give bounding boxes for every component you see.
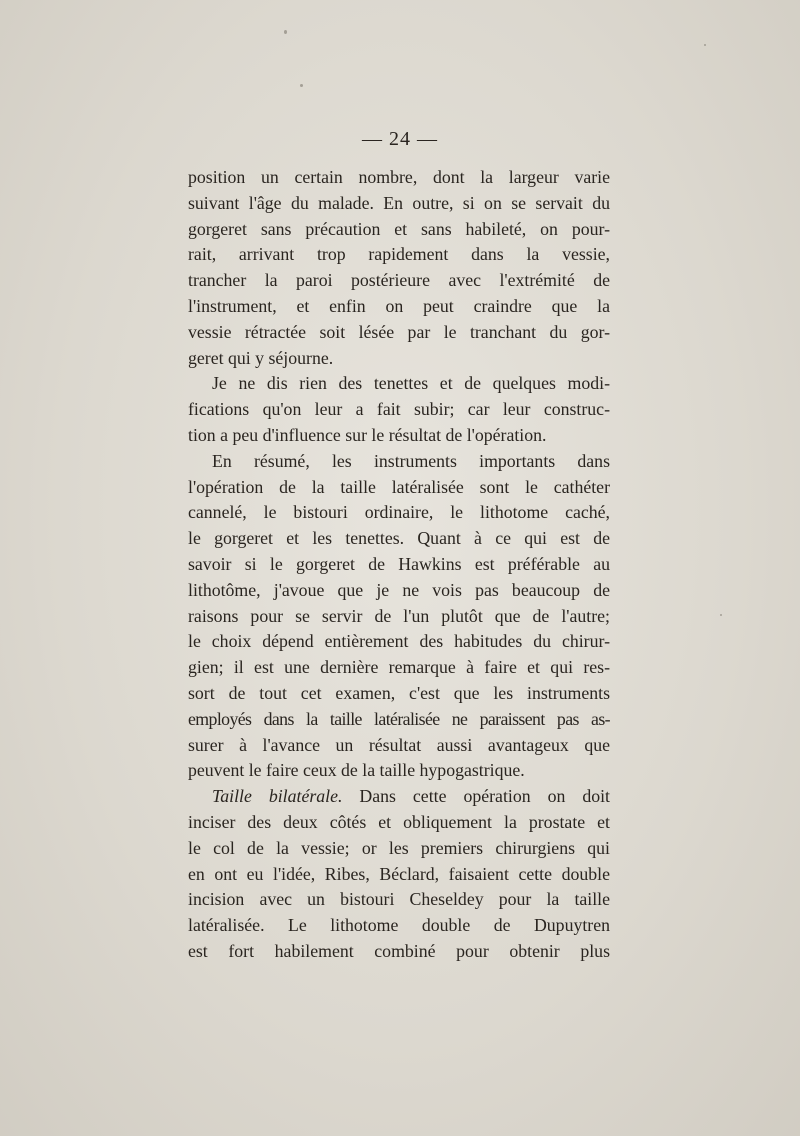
text-line: en ont eu l'idée, Ribes, Béclard, faisaient cette double [188, 863, 610, 884]
text-line: l'instrument, et enfin on peut craindre que la [188, 295, 610, 316]
paragraph-2 [188, 371, 610, 448]
text-line: l'opération de la taille latéralisée sont le cathéter [188, 476, 610, 497]
text-line: incision avec un bistouri Cheseldey pour la taille [188, 889, 610, 910]
page-number: — 24 — [362, 128, 438, 150]
text-line: le choix dépend entièrement des habitudes du chirur- [188, 631, 610, 652]
paper-speck [300, 84, 303, 87]
text-line: inciser des deux côtés et obliquement la prostate et [188, 811, 610, 832]
text-line: raisons pour se servir de l'un plutôt que de l'autre; [188, 605, 610, 626]
text-line: fications qu'on leur a fait subir; car leur construc- [188, 399, 610, 420]
text-line: geret qui y séjourne. [188, 347, 334, 368]
text-line: est fort habilement combiné pour obtenir plus [188, 940, 610, 961]
text-line: savoir si le gorgeret de Hawkins est préférable au [188, 553, 610, 574]
text-line: peuvent le faire ceux de la taille hypogastrique. [188, 760, 525, 781]
text-line: gorgeret sans précaution et sans habileté, on pour- [188, 218, 610, 239]
text-line: tion a peu d'influence sur le résultat de l'opération. [188, 424, 547, 445]
section-heading: Taille bilatérale. [212, 786, 343, 807]
text-line: le gorgeret et les tenettes. Quant à ce qui est de [188, 528, 610, 549]
paragraph-4 [188, 784, 610, 965]
text-line: rait, arrivant trop rapidement dans la vessie, [188, 244, 610, 265]
paper-speck [284, 30, 287, 34]
text-line: En résumé, les instruments importants dans [212, 450, 610, 471]
paper-speck [704, 44, 706, 46]
text-line: vessie rétractée soit lésée par le tranchant du gor- [188, 321, 610, 342]
text-line: le col de la vessie; or les premiers chirurgiens qui [188, 837, 610, 858]
text-line: trancher la paroi postérieure avec l'extrémité de [188, 270, 610, 291]
text-line: sort de tout cet examen, c'est que les instruments [188, 682, 610, 703]
body-text [188, 165, 610, 965]
paragraph-3 [188, 449, 610, 784]
text-fragment: Dans cette opération on doit [342, 786, 610, 807]
text-line: Je ne dis rien des tenettes et de quelques modi- [212, 373, 610, 394]
text-line: position un certain nombre, dont la largeur varie [188, 167, 610, 187]
paper-speck [720, 614, 722, 616]
text-line: cannelé, le bistouri ordinaire, le lithotome caché, [188, 502, 610, 523]
text-line [188, 784, 610, 810]
text-line: surer à l'avance un résultat aussi avantageux que [188, 734, 610, 755]
text-line: latéralisée. Le lithotome double de Dupuytren [188, 915, 610, 936]
text-line: lithotôme, j'avoue que je ne vois pas beaucoup de [188, 579, 610, 600]
text-line: suivant l'âge du malade. En outre, si on se servait du [188, 192, 610, 213]
text-line: employés dans la taille latéralisée ne paraissent pas as- [188, 708, 610, 729]
paragraph-1 [188, 165, 610, 371]
text-line: gien; il est une dernière remarque à faire et qui res- [188, 657, 610, 678]
